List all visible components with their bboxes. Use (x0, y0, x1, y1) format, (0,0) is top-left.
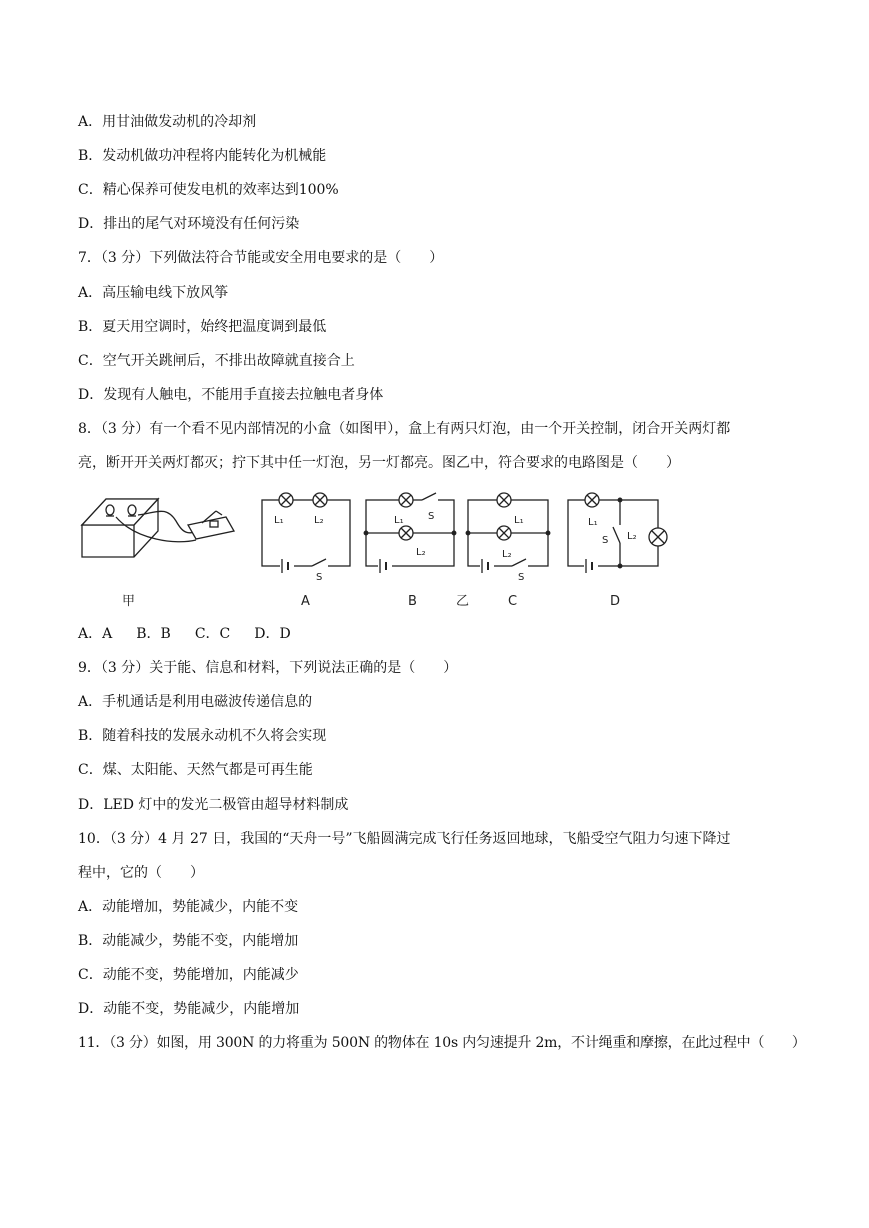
q11-stem: 11．（3 分）如图，用 300N 的力将重为 500N 的物体在 10s 内匀速提升 2m，不计绳重和摩擦，在此过程中（ ） (78, 1035, 806, 1051)
svg-text:L₁: L₁ (274, 515, 284, 526)
svg-text:L₂: L₂ (627, 531, 637, 542)
q8-option-d: D．D (254, 626, 291, 642)
svg-text:L₁: L₁ (588, 517, 598, 528)
q8-option-b: B．B (136, 626, 171, 642)
q6-option-c: C．精心保养可使发电机的效率达到100% (78, 182, 339, 198)
q7-stem: 7．（3 分）下列做法符合节能或安全用电要求的是（ ） (78, 250, 444, 266)
label-c: C (508, 594, 518, 609)
q9-option-b: B．随着科技的发展永动机不久将会实现 (78, 728, 327, 744)
q6-option-a: A．用甘油做发动机的冷却剂 (78, 114, 257, 130)
q9-option-c: C．煤、太阳能、天然气都是可再生能 (78, 762, 313, 778)
svg-text:S: S (602, 535, 609, 546)
q10-stem-line1: 10．（3 分）4 月 27 日，我国的“天舟一号”飞船圆满完成飞行任务返回地球，飞船受空气阻力匀速下降过 (78, 831, 731, 847)
label-yi: 乙 (456, 594, 470, 609)
q7-option-a: A．高压输电线下放风筝 (78, 285, 229, 301)
q9-option-a: A．手机通话是利用电磁波传递信息的 (78, 694, 313, 710)
q8-figure (76, 485, 696, 615)
svg-text:L₂: L₂ (314, 515, 324, 526)
q7-option-b: B．夏天用空调时，始终把温度调到最低 (78, 319, 327, 335)
q8-stem-line1: 8．（3 分）有一个看不见内部情况的小盒（如图甲），盒上有两只灯泡，由一个开关控制，闭合开关两灯都 (78, 421, 731, 437)
circuit-c-diagram (466, 493, 550, 573)
svg-text:S: S (316, 572, 323, 583)
q7-option-c: C．空气开关跳闸后，不排出故障就直接合上 (78, 353, 355, 369)
q8-options (78, 624, 315, 644)
circuit-d-diagram (568, 493, 667, 573)
svg-text:L₂: L₂ (416, 547, 426, 558)
q8-option-c: C．C (194, 626, 231, 642)
q10-stem-line2: 程中，它的（ ） (78, 865, 204, 881)
q8-option-a: A．A (78, 626, 113, 642)
q9-stem: 9．（3 分）关于能、信息和材料，下列说法正确的是（ ） (78, 660, 458, 676)
q10-option-d: D．动能不变，势能减少，内能增加 (78, 1001, 300, 1017)
svg-text:S: S (428, 511, 435, 522)
q8-stem-line2: 亮，断开开关两灯都灭；拧下其中任一灯泡，另一灯都亮。图乙中，符合要求的电路图是（ ） (78, 455, 680, 471)
svg-text:S: S (518, 572, 525, 583)
svg-text:L₁: L₁ (514, 515, 524, 526)
label-d: D (610, 594, 621, 609)
q6-option-d: D．排出的尾气对环境没有任何污染 (78, 216, 300, 232)
svg-text:L₁: L₁ (394, 515, 404, 526)
circuit-a-diagram (262, 493, 350, 573)
q9-option-d: D．LED 灯中的发光二极管由超导材料制成 (78, 797, 349, 813)
svg-text:L₂: L₂ (502, 549, 512, 560)
q10-option-b: B．动能减少，势能不变，内能增加 (78, 933, 299, 949)
box-jia-figure (82, 499, 234, 557)
q7-option-d: D．发现有人触电，不能用手直接去拉触电者身体 (78, 387, 384, 403)
circuit-b-diagram (364, 493, 456, 573)
q10-option-a: A．动能增加，势能减少，内能不变 (78, 899, 299, 915)
label-jia: 甲 (122, 594, 136, 609)
label-b: B (408, 594, 417, 609)
q10-option-c: C．动能不变，势能增加，内能减少 (78, 967, 299, 983)
label-a: A (301, 594, 310, 609)
q6-option-b: B．发动机做功冲程将内能转化为机械能 (78, 148, 327, 164)
